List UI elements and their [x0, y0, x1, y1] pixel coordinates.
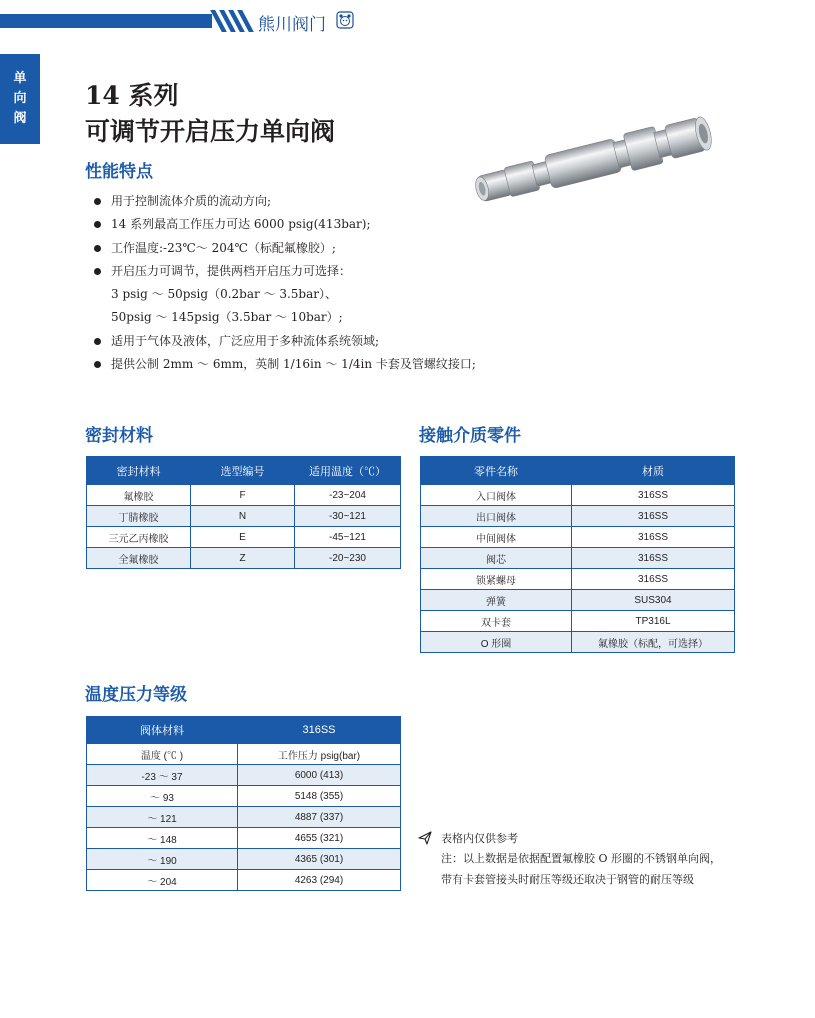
table-cell: 入口阀体 [421, 485, 572, 506]
seal-heading: 密封材料 [85, 426, 153, 446]
feature-item: 开启压力可调节，提供两档开启压力可选择： [93, 260, 476, 283]
side-tab-char: 单 [13, 71, 27, 86]
table-header-row [87, 457, 401, 485]
table-cell: 氟橡胶（标配，可选择） [572, 632, 735, 653]
table-cell: N [191, 506, 295, 527]
table-cell: 316SS [572, 485, 735, 506]
column-header: 材质 [572, 457, 735, 485]
table-cell: -30~121 [295, 506, 401, 527]
column-header: 密封材料 [87, 457, 191, 485]
feature-item-continued: 50psig ～ 145psig（3.5bar ～ 10bar）; [111, 310, 343, 325]
bear-logo-icon [336, 11, 354, 29]
table-row [87, 870, 401, 891]
table-row [87, 485, 401, 506]
bullet-icon [94, 221, 101, 228]
table-cell: 全氟橡胶 [87, 548, 191, 569]
contact-parts-heading: 接触介质零件 [419, 426, 521, 446]
table-row [87, 849, 401, 870]
table-cell: 丁腈橡胶 [87, 506, 191, 527]
table-cell: -45~121 [295, 527, 401, 548]
side-tab-char: 向 [13, 91, 27, 106]
table-row [87, 548, 401, 569]
pressure-rating-table [86, 716, 401, 891]
feature-item: 14 系列最高工作压力可达 6000 psig(413bar); [93, 213, 476, 236]
column-header: 零件名称 [421, 457, 572, 485]
features-list [93, 190, 476, 376]
table-cell: 4263 (294) [238, 870, 401, 891]
table-cell: ～ 148 [87, 828, 238, 849]
brand-name: 熊川阀门 [258, 15, 326, 35]
table-cell: 316SS [572, 506, 735, 527]
table-cell: 双卡套 [421, 611, 572, 632]
table-row [87, 506, 401, 527]
table-row [87, 828, 401, 849]
table-cell: SUS304 [572, 590, 735, 611]
feature-item-continued: 3 psig ～ 50psig（0.2bar ～ 3.5bar）、 [111, 287, 338, 302]
table-cell: F [191, 485, 295, 506]
category-side-tab [0, 54, 40, 144]
table-cell: -23~204 [295, 485, 401, 506]
table-subheader-row [87, 744, 401, 765]
pressure-rating-heading: 温度压力等级 [85, 685, 187, 705]
table-cell: O 形圈 [421, 632, 572, 653]
seal-table [86, 456, 401, 569]
note-line: 注：以上数据是依据配置氟橡胶 O 形圈的不锈钢单向阀， [441, 852, 722, 865]
header-bar [0, 14, 212, 28]
table-header-row [87, 717, 401, 744]
table-cell: 316SS [572, 548, 735, 569]
table-cell: 4887 (337) [238, 807, 401, 828]
table-row [87, 786, 401, 807]
note-reference: 表格内仅供参考 [441, 832, 518, 845]
paper-plane-icon [418, 831, 432, 845]
check-valve-image [468, 108, 718, 208]
bullet-icon [94, 198, 101, 205]
table-cell: 工作压力 psig(bar) [238, 744, 401, 765]
table-cell: 6000 (413) [238, 765, 401, 786]
table-cell: E [191, 527, 295, 548]
table-cell: 弹簧 [421, 590, 572, 611]
table-cell: ～ 121 [87, 807, 238, 828]
table-row [87, 765, 401, 786]
table-cell: 4365 (301) [238, 849, 401, 870]
table-cell: 三元乙丙橡胶 [87, 527, 191, 548]
table-cell: -20~230 [295, 548, 401, 569]
table-cell: 温度 (℃ ) [87, 744, 238, 765]
feature-item: 用于控制流体介质的流动方向; [93, 190, 476, 213]
table-row [87, 807, 401, 828]
feature-item: 工作温度:-23℃～ 204℃（标配氟橡胶）; [93, 237, 476, 260]
table-cell: TP316L [572, 611, 735, 632]
column-header: 阀体材料 [87, 717, 238, 744]
table-cell: 中间阀体 [421, 527, 572, 548]
table-cell: 316SS [572, 527, 735, 548]
bullet-icon [94, 361, 101, 368]
table-cell: 316SS [572, 569, 735, 590]
table-row [421, 506, 735, 527]
table-row [421, 548, 735, 569]
table-cell: ～ 190 [87, 849, 238, 870]
column-header: 316SS [238, 717, 401, 744]
side-tab-char: 阀 [13, 111, 27, 126]
table-cell: Z [191, 548, 295, 569]
feature-item: 适用于气体及液体，广泛应用于多种流体系统领域; [93, 330, 476, 353]
feature-item: 提供公制 2mm ～ 6mm，英制 1/16in ～ 1/4in 卡套及管螺纹接口; [93, 353, 476, 376]
table-row [87, 527, 401, 548]
table-cell: ～ 204 [87, 870, 238, 891]
bullet-icon [94, 268, 101, 275]
table-cell: 出口阀体 [421, 506, 572, 527]
table-header-row [421, 457, 735, 485]
table-cell: 4655 (321) [238, 828, 401, 849]
bullet-icon [94, 338, 101, 345]
table-row [421, 569, 735, 590]
table-cell: 5148 (355) [238, 786, 401, 807]
series-title: 14 系列 [85, 81, 179, 110]
table-row [421, 611, 735, 632]
table-cell: -23 ～ 37 [87, 765, 238, 786]
table-row [421, 632, 735, 653]
table-cell: 氟橡胶 [87, 485, 191, 506]
table-row [421, 590, 735, 611]
product-title: 可调节开启压力单向阀 [85, 117, 336, 146]
table-cell: 阀芯 [421, 548, 572, 569]
table-row [421, 527, 735, 548]
features-heading: 性能特点 [85, 162, 153, 182]
note-line: 带有卡套管接头时耐压等级还取决于钢管的耐压等级 [441, 873, 694, 886]
table-row [421, 485, 735, 506]
table-cell: 锁紧螺母 [421, 569, 572, 590]
bullet-icon [94, 245, 101, 252]
table-cell: ～ 93 [87, 786, 238, 807]
column-header: 选型编号 [191, 457, 295, 485]
column-header: 适用温度（℃） [295, 457, 401, 485]
contact-parts-table [420, 456, 735, 653]
